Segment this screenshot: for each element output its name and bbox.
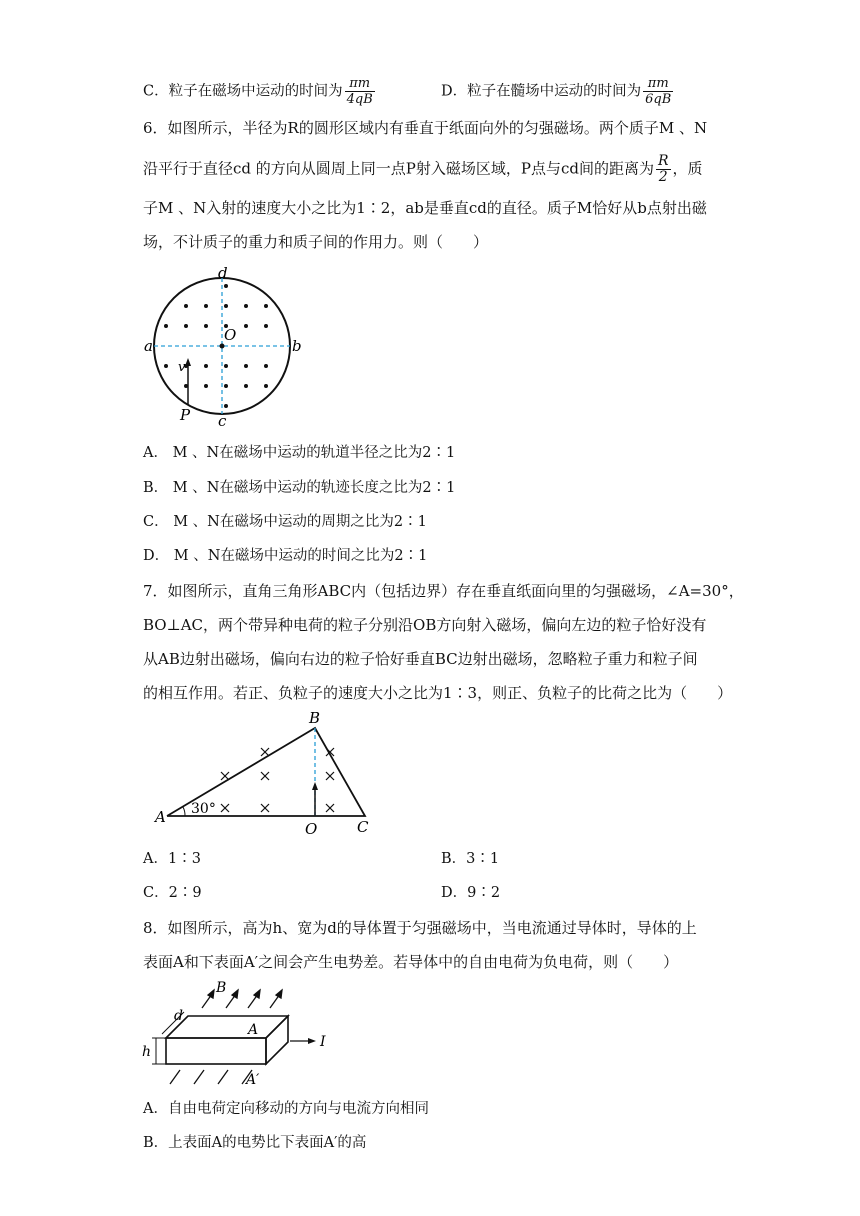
q6-label-v: v: [178, 360, 186, 375]
q7-label-o: O: [305, 820, 318, 838]
q7-triangle-figure: [145, 706, 385, 841]
q6-field-dot: [204, 384, 208, 388]
q7-option-b: B．3∶1: [441, 851, 500, 867]
q7-label-angle: 30°: [191, 801, 216, 817]
q7-option-a: A．1∶3: [143, 851, 201, 867]
q6-option-c: C． M 、N在磁场中运动的周期之比为2∶1: [143, 514, 427, 530]
q8-field-arrows: [170, 990, 282, 1084]
q6-field-dot: [224, 384, 228, 388]
q6-field-dot: [264, 324, 268, 328]
q6-label-p: P: [180, 406, 191, 424]
q7-field-cross: [326, 804, 334, 812]
q8-line-2: 表面A和下表面A′之间会产生电势差。若导体中的自由电荷为负电荷，则（ ）: [143, 953, 679, 971]
q7-label-a: A: [155, 808, 166, 826]
q6-circle-figure: [140, 262, 320, 427]
q7-field-cross: [221, 804, 229, 812]
q6-center-point: [220, 344, 225, 349]
q6-label-c: c: [218, 412, 227, 427]
q6-field-dot: [244, 384, 248, 388]
q7-label-b: B: [309, 709, 321, 727]
q8-label-h: h: [142, 1044, 152, 1060]
q8-label-a-prime: A′: [246, 1072, 260, 1088]
q6-label-a: a: [144, 337, 153, 355]
q6-option-b: B． M 、N在磁场中运动的轨迹长度之比为2∶1: [143, 480, 456, 496]
q6-field-dot: [164, 324, 168, 328]
q8-option-a: A．自由电荷定向移动的方向与电流方向相同: [143, 1101, 429, 1117]
q8-block-right-face: [266, 1016, 288, 1064]
q7-line-3: 从AB边射出磁场，偏向右边的粒子恰好垂直BC边射出磁场，忽略粒子重力和粒子间: [143, 650, 698, 668]
q8-label-d: d: [174, 1008, 183, 1024]
q7-option-d: D．9∶2: [441, 885, 501, 901]
q6-label-d: d: [218, 264, 228, 282]
q6-field-dot: [244, 324, 248, 328]
q7-label-c: C: [357, 818, 369, 836]
q6-field-dot: [224, 404, 228, 408]
q7-field-cross: [326, 772, 334, 780]
q6-line-3: 子M 、N入射的速度大小之比为1∶2，ab是垂直cd的直径。质子M恰好从b点射出磁: [143, 199, 707, 217]
q7-field-cross: [261, 772, 269, 780]
q6-field-dot: [184, 324, 188, 328]
q7-line-4: 的相互作用。若正、负粒子的速度大小之比为1∶3，则正、负粒子的比荷之比为（ ）: [143, 684, 733, 702]
q5-option-c-fraction: $\frac{\pi m}{4qB}$: [346, 76, 373, 107]
q6-label-b: b: [292, 337, 302, 355]
q7-line-2: BO⊥AC，两个带异种电荷的粒子分别沿OB方向射入磁场，偏向左边的粒子恰好没有: [143, 616, 707, 634]
q8-line-1: 8．如图所示，高为h、宽为d的导体置于匀强磁场中，当电流通过导体时，导体的上: [143, 919, 697, 937]
q7-field-cross: [221, 772, 229, 780]
q6-velocity-arrowhead: [185, 358, 191, 366]
q8-label-i: I: [320, 1034, 326, 1050]
q5-option-c: C．粒子在磁场中运动的时间为 $\frac{\pi m}{4qB}$: [143, 76, 373, 107]
q6-field-dot: [244, 364, 248, 368]
q6-line-1: 6．如图所示，半径为R的圆形区域内有垂直于纸面向外的匀强磁场。两个质子M 、N: [143, 119, 708, 137]
q6-line-2: 沿平行于直径cd 的方向从圆周上同一点P射入磁场区域，P点与cd间的距离为 $\frac{R}{2}$ ，质: [143, 153, 703, 185]
q8-conductor-figure: [140, 976, 340, 1088]
q6-field-dot: [224, 284, 228, 288]
q6-label-o: O: [224, 326, 237, 344]
q7-field-cross: [261, 804, 269, 812]
q6-field-dot: [224, 304, 228, 308]
q6-field-dot: [264, 384, 268, 388]
q6-field-dot: [204, 324, 208, 328]
q8-option-b: B．上表面A的电势比下表面A′的高: [143, 1135, 367, 1151]
q7-field-cross: [261, 748, 269, 756]
q7-field-crosses: [221, 748, 334, 812]
q6-field-dot: [204, 364, 208, 368]
q6-field-dot: [264, 304, 268, 308]
q7-velocity-arrowhead: [312, 782, 318, 790]
q6-option-a: A． M 、N在磁场中运动的轨道半径之比为2∶1: [143, 445, 456, 461]
q8-label-b: B: [216, 980, 227, 996]
q6-field-dot: [264, 364, 268, 368]
q6-line-4: 场，不计质子的重力和质子间的作用力。则（ ）: [143, 233, 489, 251]
q6-field-dot: [204, 304, 208, 308]
q7-line-1: 7．如图所示，直角三角形ABC内（包括边界）存在垂直纸面向里的匀强磁场，∠A=30°，: [143, 582, 744, 600]
q6-field-dot: [184, 304, 188, 308]
q6-option-d: D． M 、N在磁场中运动的时间之比为2∶1: [143, 548, 428, 564]
q6-field-dot: [244, 304, 248, 308]
q5-option-d: D．粒子在髓场中运动的时间为 $\frac{\pi m}{6qB}$: [441, 76, 672, 107]
q6-field-dot: [164, 364, 168, 368]
q8-block-front-face: [166, 1038, 266, 1064]
q7-angle-arc: [183, 807, 185, 816]
q8-label-a: A: [248, 1022, 259, 1038]
q7-option-c: C．2∶9: [143, 885, 202, 901]
q6-field-dot: [224, 364, 228, 368]
q5-option-d-fraction: $\frac{\pi m}{6qB}$: [645, 76, 672, 107]
